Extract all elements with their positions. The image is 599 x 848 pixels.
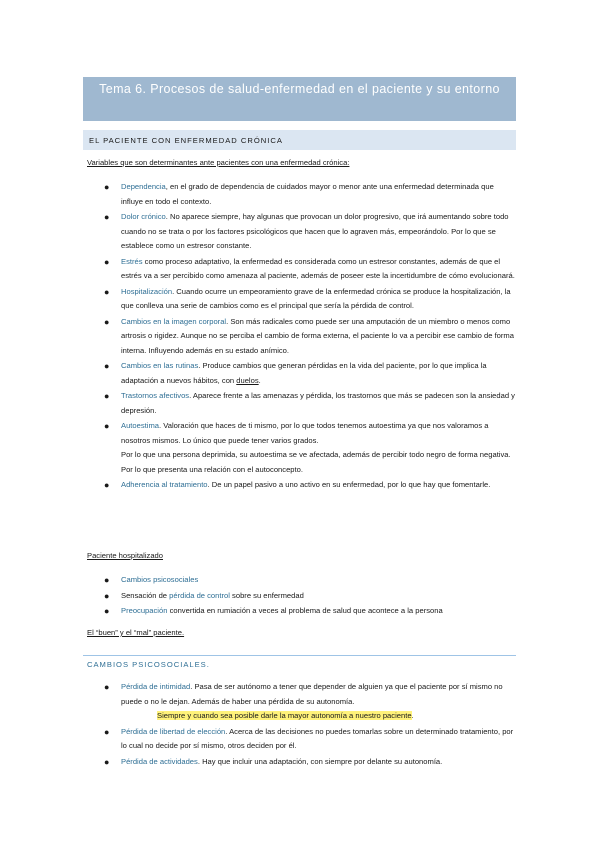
bullet-icon: ● <box>104 182 110 192</box>
list-item: ● Hospitalización. Cuando ocurre un empeoramiento grave de la enfermedad crónica se produce la hospitalización, la que conlleva una serie de cambios como es el principal que sería la pérdida de control. <box>104 286 511 310</box>
bullet-icon: ● <box>104 756 110 767</box>
list-item: ● Pérdida de intimidad. Pasa de ser autónomo a tener que depender de alguien ya que el paciente por sí mismo no puede o no le dejan. Además de haber una pérdida de su autonomía. Siempre y cuando sea posible darle la mayor autonomía a nuestro paciente. <box>104 682 503 720</box>
bullet-icon: ● <box>104 256 110 267</box>
list-item: ● Cambios psicosociales <box>87 573 517 588</box>
list-item: ● Trastornos afectivos. Aparece frente a las amenazas y pérdida, los trastornos que más se padecen son la ansiedad y depresión. <box>104 391 515 415</box>
cambios-list <box>87 680 517 770</box>
section-header <box>83 130 516 150</box>
buen-mal-heading: El “buen” y el “mal” paciente. <box>87 628 185 637</box>
bullet-icon: ● <box>104 391 110 401</box>
list-item: ● Cambios en las rutinas. Produce cambios que generan pérdidas en la vida del paciente, por lo que implica la adaptación a nuevos hábitos, con duelos. <box>104 361 487 385</box>
bullet-icon: ● <box>104 421 110 431</box>
bullet-icon: ● <box>104 361 110 371</box>
bullet-icon: ● <box>104 316 110 327</box>
bullet-icon: ● <box>104 212 110 222</box>
list-item: ● Pérdida de libertad de elección. Acerca de las decisiones no puedes tomarlas sobre un determinado tratamiento, por lo cual no decide por sí mismo, otros deciden por él. <box>104 726 514 750</box>
paciente-heading: Paciente hospitalizado <box>87 551 163 560</box>
list-item: ● Dependencia, en el grado de dependencia de cuidados mayor o menor ante una enfermedad determinada que influye en todo el contexto. <box>104 182 494 206</box>
page-title: Tema 6. Procesos de salud-enfermedad en el paciente y su entorno <box>83 77 516 121</box>
divider <box>83 655 516 656</box>
list-item: ● Preocupación convertida en rumiación a veces al problema de salud que acontece a la persona <box>87 604 517 619</box>
cambios-title: CAMBIOS PSICOSOCIALES. <box>87 660 210 669</box>
bullet-icon: ● <box>104 480 110 490</box>
bullet-icon: ● <box>104 726 110 737</box>
bullet-icon: ● <box>104 606 110 616</box>
section-title: EL PACIENTE CON ENFERMEDAD CRÓNICA <box>89 136 283 145</box>
paciente-list <box>87 573 517 620</box>
bullet-icon: ● <box>104 286 110 297</box>
list-item: ● Estrés como proceso adaptativo, la enfermedad es considerada como un estresor constantes, además de que el estrés va a ser percibido como amenaza al paciente, además de poseer este la incertidumbre de cómo evolucionará. <box>104 256 515 280</box>
bullet-icon: ● <box>104 682 110 692</box>
list-item: ● Sensación de pérdida de control sobre su enfermedad <box>87 589 517 604</box>
list-item: ● Cambios en la imagen corporal. Son más radicales como puede ser una amputación de un miembro o menos como artrosis o rigidez. Aunque no se perciba el cambio de forma externa, el paciente lo va a percibir ese cambio de forma interna. Influyendo además en su estado anímico. <box>104 316 514 355</box>
list-item: ● Pérdida de actividades. Hay que incluir una adaptación, con siempre por delante su autonomía. <box>87 755 517 770</box>
list-item: ● Autoestima. Valoración que haces de ti mismo, por lo que todos tenemos autoestima ya que nos valoramos a nosotros mismos. Lo único que puede tener varios grados. Por lo que una persona deprimida, su autoestima se ve afectada, además de percibir todo negro de forma negativa. Por lo que presenta una relación con el autoconcepto. <box>104 421 511 474</box>
variables-list <box>87 180 517 494</box>
bullet-icon: ● <box>104 590 110 601</box>
list-item: ● Adherencia al tratamiento. De un papel pasivo a uno activo en su enfermedad, por lo que hay que fomentarle. <box>87 478 517 493</box>
variables-heading: Variables que son determinantes ante pacientes con una enfermedad crónica: <box>87 158 350 167</box>
bullet-icon: ● <box>104 575 110 585</box>
highlighted-text: Siempre y cuando sea posible darle la mayor autonomía a nuestro paciente <box>157 711 412 720</box>
list-item: ● Dolor crónico. No aparece siempre, hay algunas que provocan un dolor progresivo, que irá aumentando sobre todo cuando no se trata o por los factores psicológicos que hacen que lo agraven más, empeorándolo. Por lo que se establece como un estresor constante. <box>104 212 509 250</box>
